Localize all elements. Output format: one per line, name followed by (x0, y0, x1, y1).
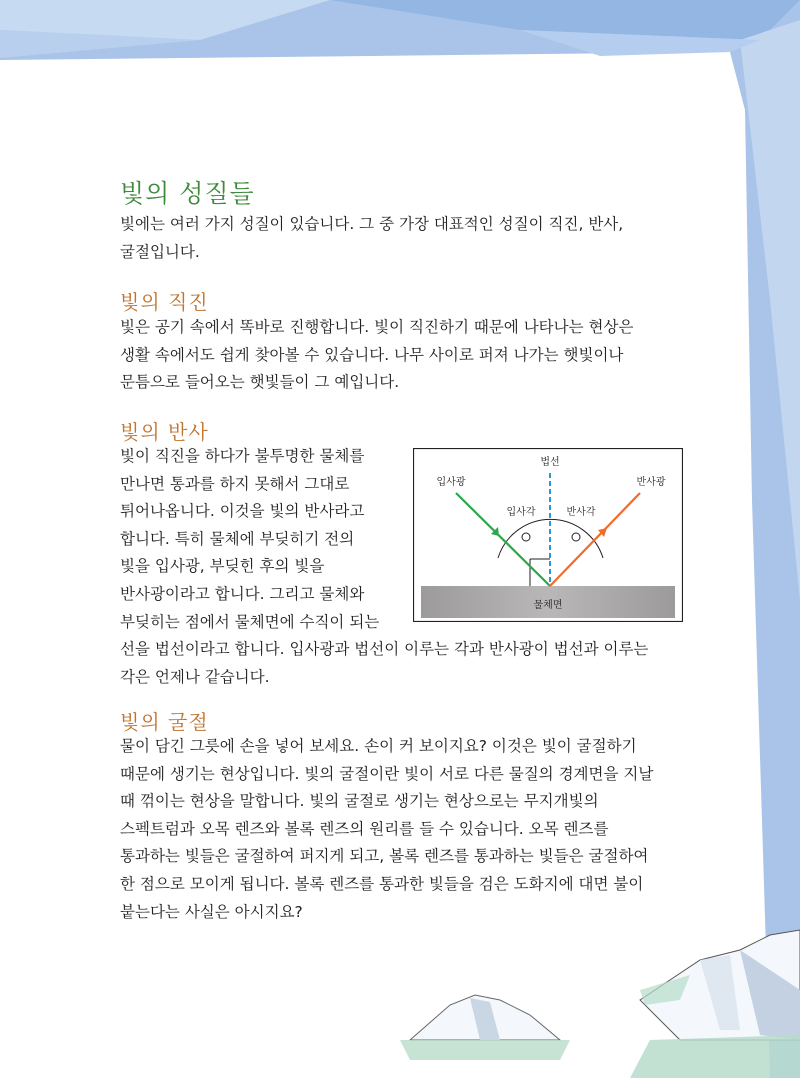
text-line: 빛은 공기 속에서 똑바로 진행합니다. 빛이 직진하기 때문에 나타나는 현상은 (120, 318, 634, 336)
intro-paragraph (120, 211, 623, 266)
text-line: 통과하는 빛들은 굴절하여 퍼지게 되고, 볼록 렌즈를 통과하는 빛들은 굴절하여 (120, 847, 649, 866)
incident-angle-label: 입사각 (506, 507, 536, 518)
page-title: 빛의 성질들 (120, 179, 255, 208)
text-line: 합니다. 특히 물체에 부딪히기 전의 (120, 529, 355, 548)
text-line: 때문에 생기는 현상입니다. 빛의 굴절이란 빛이 서로 다른 물질의 경계면을 지날 (120, 764, 654, 783)
text-line: 붙는다는 사실은 아시지요? (120, 902, 303, 921)
text-line: 물이 담긴 그릇에 손을 넣어 보세요. 손이 커 보이지요? 이것은 빛이 굴절하기 (120, 737, 637, 755)
heading-refraction: 빛의 굴절 (120, 710, 209, 734)
rectilinear-paragraph (120, 314, 633, 397)
text-line: 스펙트럼과 오목 렌즈와 볼록 렌즈의 원리를 들 수 있습니다. 오목 렌즈를 (120, 819, 609, 838)
text-line: 빛에는 여러 가지 성질이 있습니다. 그 중 가장 대표적인 성질이 직진, 반사, (120, 215, 624, 233)
heading-reflection: 빛의 반사 (120, 420, 209, 444)
heading-rectilinear: 빛의 직진 (120, 290, 209, 314)
text-line: 각은 언제나 같습니다. (120, 667, 270, 686)
text-line: 만나면 통과를 하지 못해서 그대로 (120, 474, 350, 493)
text-line: 생활 속에서도 쉽게 찾아볼 수 있습니다. 나무 사이로 퍼져 나가는 햇빛이나 (120, 345, 624, 364)
reflection-diagram (413, 448, 683, 622)
text-line: 빛을 입사광, 부딪힌 후의 빛을 (120, 557, 325, 576)
incident-ray-label: 입사광 (436, 477, 466, 488)
text-line: 튀어나옵니다. 이것을 빛의 반사라고 (120, 502, 365, 521)
text-line: 굴절입니다. (120, 242, 200, 261)
reflected-ray-label: 반사광 (636, 477, 666, 488)
text-line: 반사광이라고 합니다. 그리고 물체와 (120, 584, 365, 603)
reflected-angle-label: 반사각 (566, 507, 596, 518)
text-line: 문틈으로 들어오는 햇빛들이 그 예입니다. (120, 373, 400, 392)
normal-label: 법선 (540, 457, 560, 468)
text-line: 때 꺾이는 현상을 말합니다. 빛의 굴절로 생기는 현상으로는 무지개빛의 (120, 792, 599, 811)
refraction-paragraph (120, 733, 653, 926)
text-line: 빛이 직진을 하다가 불투명한 물체를 (120, 447, 365, 465)
text-line: 부딪히는 점에서 물체면에 수직이 되는 (120, 612, 380, 631)
text-line: 선을 법선이라고 합니다. 입사광과 법선이 이루는 각과 반사광이 법선과 이루는 (120, 640, 649, 659)
surface-label: 물체면 (533, 600, 563, 611)
text-line: 한 점으로 모이게 됩니다. 볼록 렌즈를 통과한 빛들을 검은 도화지에 대면 불이 (120, 874, 644, 893)
